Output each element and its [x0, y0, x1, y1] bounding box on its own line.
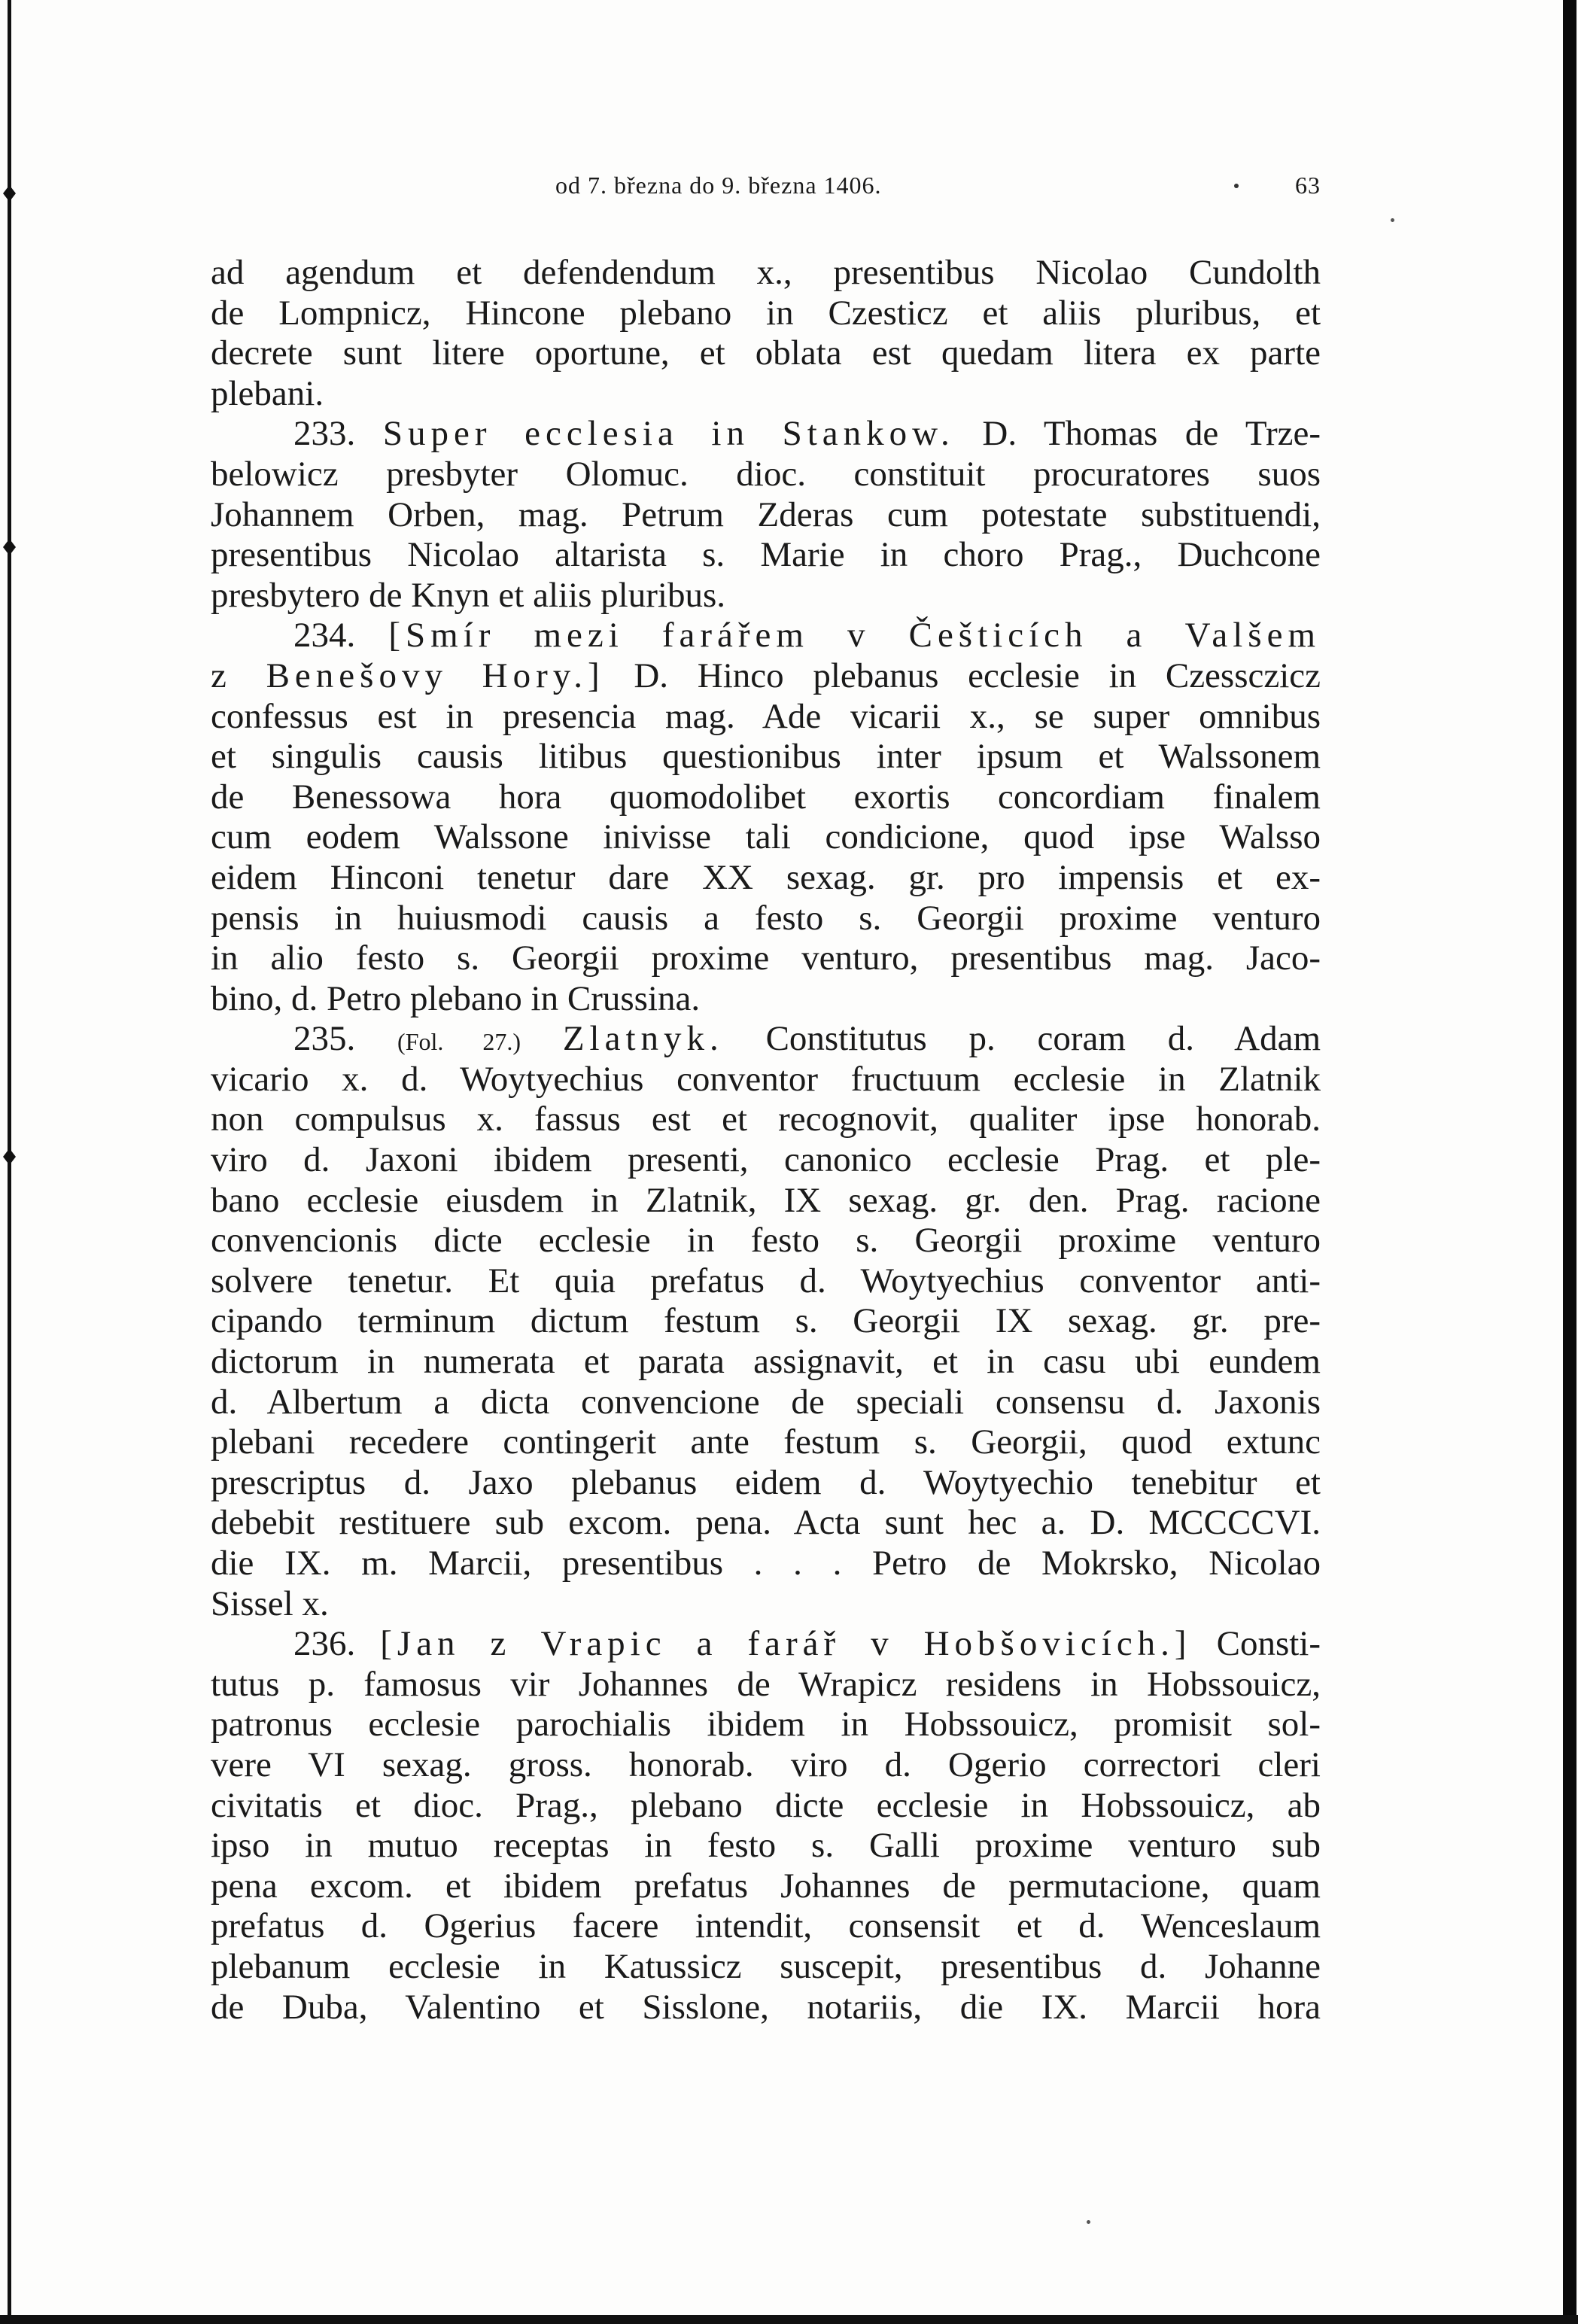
text-line: patronus ecclesie parochialis ibidem in Hobssouicz, promisit sol- [211, 1705, 1321, 1745]
text-line: pensis in huiusmodi causis a festo s. Georgii proxime venturo [211, 898, 1321, 938]
text-line: ad agendum et defendendum x., presentibus Nicolao Cundolth [211, 253, 1321, 292]
text-line: vere VI sexag. gross. honorab. viro d. Ogerio correctori cleri [211, 1745, 1321, 1784]
text-line: in alio festo s. Georgii proxime venturo, presentibus mag. Jaco- [211, 938, 1321, 978]
folio-note: (Fol. 27.) [397, 1028, 521, 1056]
text-line: Sissel x. [211, 1583, 329, 1623]
entry-number: 235. [293, 1019, 356, 1059]
entry-title: Zlatnyk. [562, 1019, 724, 1059]
ink-speck [1087, 2220, 1090, 2224]
text-line: plebani recedere contingerit ante festum s. Georgii, quod extunc [211, 1422, 1321, 1462]
text-line: confessus est in presencia mag. Ade vicarii x., se super omnibus [211, 696, 1321, 736]
entry-234-heading-line-2 [211, 656, 1321, 697]
text-line: dictorum in numerata et parata assignavit, et in casu ubi eundem [211, 1342, 1321, 1382]
entry-235-heading-line [211, 1019, 1321, 1060]
entry-title: Super ecclesia in Stankow. [382, 414, 955, 454]
text-line: ipso in mutuo receptas in festo s. Galli proxime venturo sub [211, 1826, 1321, 1866]
text-line: presbytero de Knyn et aliis pluribus. [211, 575, 725, 615]
text-line: d. Albertum a dicta convencione de speciali consensu d. Jaxonis [211, 1382, 1321, 1422]
text-line: non compulsus x. fassus est et recognovit, qualiter ipse honorab. [211, 1100, 1321, 1139]
body-text [211, 253, 1321, 2027]
text-run: Constitutus p. coram d. Adam [765, 1019, 1321, 1059]
text-line: solvere tenetur. Et quia prefatus d. Woytyechius conventor anti- [211, 1261, 1321, 1300]
text-line: cipando terminum dictum festum s. Georgii IX sexag. gr. pre- [211, 1301, 1321, 1341]
text-line: die IX. m. Marcii, presentibus . . . Petro de Mokrsko, Nicolao [211, 1544, 1321, 1583]
entry-236-heading-line [211, 1624, 1321, 1665]
text-line: debebit restituere sub excom. pena. Acta sunt hec a. D. MCCCCVI. [211, 1503, 1321, 1543]
binding-mark-icon [3, 185, 16, 202]
entry-number: 234. [293, 616, 356, 656]
binding-mark-icon [3, 539, 16, 555]
running-head [211, 172, 1321, 202]
running-title: od 7. března do 9. března 1406. [555, 172, 882, 199]
binding-mark-icon [3, 1148, 16, 1165]
text-line: cum eodem Walssone inivisse tali condicione, quod ipse Walsso [211, 817, 1321, 857]
scan-edge-bottom [0, 2315, 1578, 2324]
text-line: decrete sunt litere oportune, et oblata est quedam litera ex parte [211, 333, 1321, 373]
ink-speck [1391, 218, 1394, 222]
entry-233-heading-line [211, 414, 1321, 455]
text-line: de Lompnicz, Hincone plebano in Czesticz et aliis pluribus, et [211, 293, 1321, 333]
text-line: Johannem Orben, mag. Petrum Zderas cum potestate substituendi, [211, 494, 1321, 534]
entry-title-cont: z Benešovy Hory.] [211, 656, 605, 695]
entry-title: [Smír mezi farářem v Češticích a Valšem [388, 616, 1321, 656]
text-line: de Benessowa hora quomodolibet exortis concordiam finalem [211, 777, 1321, 817]
text-line: vicario x. d. Woytyechius conventor fructuum ecclesie in Zlatnik [211, 1059, 1321, 1099]
text-run: D. Thomas de Trze- [982, 414, 1321, 454]
text-line: bano ecclesie eiusdem in Zlatnik, IX sexag. gr. den. Prag. racione [211, 1180, 1321, 1220]
entry-title: [Jan z Vrapic a farář v Hobšovicích.] [380, 1624, 1192, 1664]
entry-234-heading-line [211, 616, 1321, 656]
text-line: prefatus d. Ogerius facere intendit, consensit et d. Wenceslaum [211, 1906, 1321, 1946]
text-line: plebanum ecclesie in Katussicz suscepit, presentibus d. Johanne [211, 1946, 1321, 1986]
text-line: convencionis dicte ecclesie in festo s. Georgii proxime venturo [211, 1221, 1321, 1261]
text-line: de Duba, Valentino et Sisslone, notariis, die IX. Marcii hora [211, 1987, 1321, 2027]
text-line: civitatis et dioc. Prag., plebano dicte ecclesie in Hobssouicz, ab [211, 1785, 1321, 1825]
text-line: pena excom. et ibidem prefatus Johannes de permutacione, quam [211, 1866, 1321, 1906]
text-line: presentibus Nicolao altarista s. Marie in choro Prag., Duchcone [211, 535, 1321, 575]
text-run: Consti- [1216, 1624, 1321, 1664]
page-number: 63 [1295, 172, 1321, 199]
entry-number: 236. [293, 1624, 356, 1664]
scan-edge-right [1563, 0, 1576, 2324]
text-line: eidem Hinconi tenetur dare XX sexag. gr. pro impensis et ex- [211, 857, 1321, 897]
text-line: tutus p. famosus vir Johannes de Wrapicz residens in Hobssouicz, [211, 1664, 1321, 1704]
text-run: D. Hinco plebanus ecclesie in Czessczicz [634, 656, 1321, 695]
text-line: plebani. [211, 373, 324, 413]
text-line: et singulis causis litibus questionibus inter ipsum et Walssonem [211, 737, 1321, 777]
text-line: viro d. Jaxoni ibidem presenti, canonico ecclesie Prag. et ple- [211, 1140, 1321, 1180]
text-line: prescriptus d. Jaxo plebanus eidem d. Woytyechio tenebitur et [211, 1462, 1321, 1502]
text-line: belowicz presbyter Olomuc. dioc. constituit procuratores suos [211, 454, 1321, 494]
text-line: bino, d. Petro plebano in Crussina. [211, 978, 701, 1018]
entry-number: 233. [293, 414, 356, 454]
